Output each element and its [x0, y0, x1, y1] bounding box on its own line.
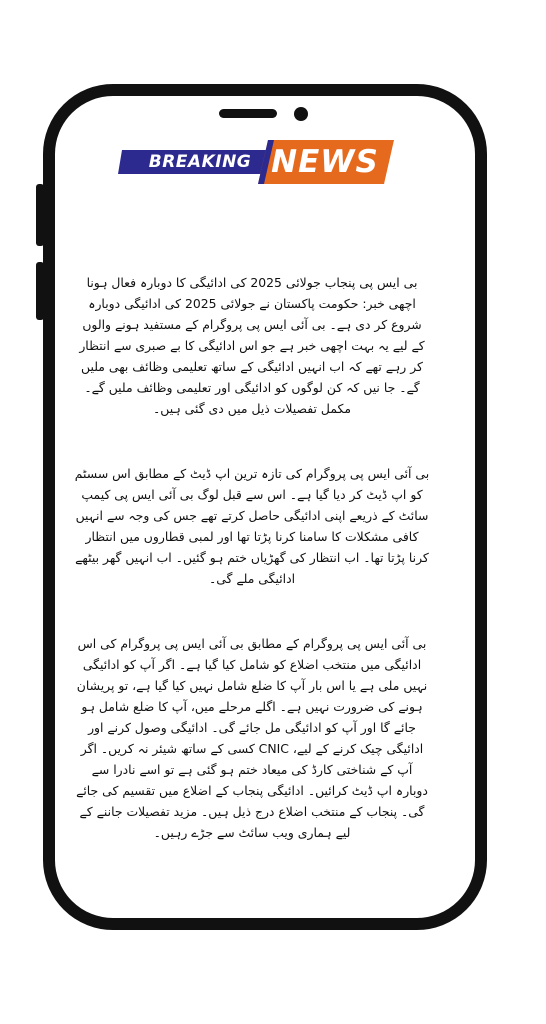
article-paragraph-1: بی ایس پی پنجاب جولائی 2025 کی ادائیگی کا دوبارہ فعال ہونا اچھی خبر: حکومت پاکستان نے جولائی 2025 کی ادائیگی دوبارہ شروع کر دی ہے۔ بی آئی ایس پی پروگرام کے مستفید ہونے والوں کے لیے یہ بہت اچھی خبر ہے جو اس ادائیگی کا بے صبری سے انتظار کر رہے تھے کہ اب انہیں ادائیگی کے ساتھ تعلیمی وظائف بھی ملیں گے۔ جا نیں کہ کن لوگوں کو ادائیگی اور تعلیمی وظائف ملیں گے۔ مکمل تفصیلات ذیل میں دی گئی ہیں۔ [79, 275, 425, 416]
breaking-news-banner [118, 140, 394, 184]
camera-icon [294, 107, 308, 121]
article-body [74, 272, 430, 887]
banner-news-label: NEWS [271, 144, 379, 180]
article-paragraph-3: بی آئی ایس پی پروگرام کے مطابق بی آئی ایس پی پروگرام کی اس ادائیگی میں منتخب اضلاع کو شامل کیا گیا ہے۔ اگر آپ کو ادائیگی نہیں ملی ہے یا اس بار آپ کا ضلع شامل نہیں کیا گیا ہے، تو پریشان ہونے کی ضرورت نہیں ہے۔ اگلے مرحلے میں، آپ کا ضلع شامل ہو جائے گا اور آپ کو ادائیگی مل جائے گی۔ ادائیگی وصول کرنے اور ادائیگی چیک کرنے کے لیے، CNIC کسی کے ساتھ شیئر نہ کریں۔ اگر آپ کے شناختی کارڈ کی میعاد ختم ہو گئی ہے تو اسے نادرا سے دوبارہ اپ ڈیٹ کرائیں۔ ادائیگی پنجاب کے اضلاع میں تقسیم کی جائے گی۔ پنجاب کے منتخب اضلاع درج ذیل ہیں۔ مزید تفصیلات جاننے کے لیے ہماری ویب سائٹ سے جڑے رہیں۔ [76, 636, 428, 840]
phone-speaker [219, 109, 277, 118]
banner-breaking-label: BREAKING [148, 152, 252, 172]
article-paragraph-2: بی آئی ایس پی پروگرام کی تازہ ترین اپ ڈیٹ کے مطابق اس سسٹم کو اپ ڈیٹ کر دیا گیا ہے۔ اس سے قبل لوگ بی آئی ایس پی کیمپ سائٹ کے ذریعے اپنی ادائیگی حاصل کرتے تھے جس کی وجہ سے انہیں کافی مشکلات کا سامنا کرنا پڑتا تھا اور لمبی قطاروں میں انتظار کرنا پڑتا تھا۔ اب انتظار کی گھڑیاں ختم ہو گئیں۔ اب انہیں گھر بیٹھے ادائیگی ملے گی۔ [74, 466, 430, 586]
